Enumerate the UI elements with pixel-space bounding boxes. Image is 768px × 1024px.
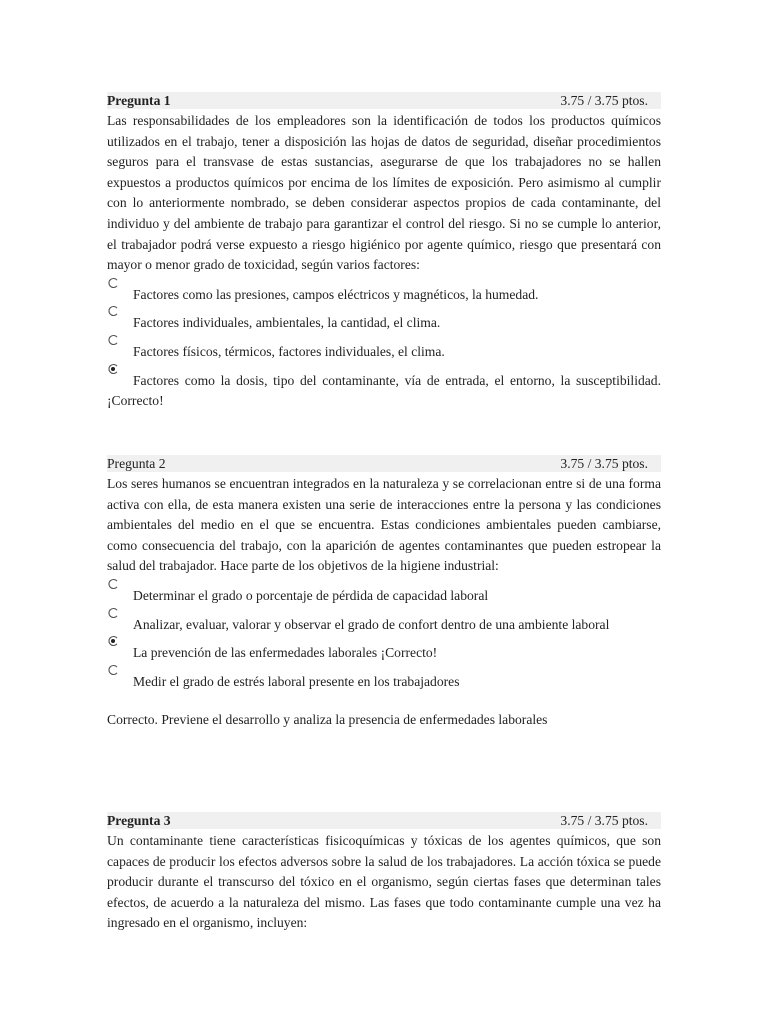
radio-unselected-icon[interactable] xyxy=(107,664,119,676)
answer-label: Determinar el grado o porcentaje de pérdida de capacidad laboral xyxy=(133,587,489,603)
question-text: Un contaminante tiene características fisicoquímicas y tóxicas de los agentes químicos, que son capaces de producir los efectos adversos sobre la salud de los trabajadores. La acción tóxica se puede producir durante el transcurso del tóxico en el organismo, según ciertas fases que determinan tales efectos, de acuerdo a la naturaleza del mismo. Las fases que todo contaminante cumple una vez ha ingresado en el organismo, incluyen: xyxy=(107,833,661,931)
question-1 xyxy=(107,92,661,412)
answer-feedback: Correcto. Previene el desarrollo y analiza la presencia de enfermedades laborales xyxy=(107,712,548,728)
answer-option[interactable] xyxy=(107,285,661,306)
answer-label: Factores como las presiones, campos eléctricos y magnéticos, la humedad. xyxy=(133,286,539,302)
question-text: Los seres humanos se encuentran integrados en la naturaleza y se correlacionan entre si de una forma activa con ella, de esta manera existen una serie de interacciones entre la persona y las condiciones ambientales del medio en el que se encuentra. Estas condiciones ambientales pueden cambiarse, como consecuencia del trabajo, con la aparición de agentes contaminantes que pueden estropear la salud del trabajador. Hace parte de los objetivos de la higiene industrial: xyxy=(107,476,661,574)
answer-label: Factores físicos, térmicos, factores individuales, el clima. xyxy=(133,343,445,359)
question-2 xyxy=(107,455,661,745)
radio-selected-icon[interactable] xyxy=(107,363,119,375)
answer-label: Medir el grado de estrés laboral presente en los trabajadores xyxy=(133,673,460,689)
answer-option[interactable] xyxy=(107,615,661,636)
radio-unselected-icon[interactable] xyxy=(107,607,119,619)
question-score: 3.75 / 3.75 ptos. xyxy=(560,456,648,471)
question-header xyxy=(107,92,661,109)
answer-label: La prevención de las enfermedades laborales ¡Correcto! xyxy=(133,645,438,661)
radio-unselected-icon[interactable] xyxy=(107,334,119,346)
answer-option-selected[interactable] xyxy=(107,643,661,664)
answer-option-selected[interactable] xyxy=(107,371,661,412)
answer-label: Factores individuales, ambientales, la cantidad, el clima. xyxy=(133,315,441,331)
answer-option[interactable] xyxy=(107,342,661,363)
question-title: Pregunta 3 xyxy=(107,813,171,828)
answer-label: Analizar, evaluar, valorar y observar el grado de confort dentro de una ambiente laboral xyxy=(133,616,610,632)
question-header xyxy=(107,455,661,472)
question-title: Pregunta 2 xyxy=(107,456,166,471)
question-3 xyxy=(107,812,661,934)
answer-option[interactable] xyxy=(107,586,661,607)
answer-label: Factores como la dosis, tipo del contaminante, vía de entrada, el entorno, la susceptibilidad. ¡Correcto! xyxy=(107,372,661,409)
question-score: 3.75 / 3.75 ptos. xyxy=(560,93,648,108)
radio-unselected-icon[interactable] xyxy=(107,305,119,317)
radio-unselected-icon[interactable] xyxy=(107,277,119,289)
radio-unselected-icon[interactable] xyxy=(107,578,119,590)
question-text: Las responsabilidades de los empleadores son la identificación de todos los productos químicos utilizados en el trabajo, tener a disposición las hojas de datos de seguridad, diseñar procedimientos seguros para el transvase de estas sustancias, asegurarse de que los trabajadores no se hallen expuestos a productos químicos por encima de los límites de exposición. Pero asimismo al cumplir con lo anteriormente nombrado, se deben considerar aspectos propios de cada contaminante, del individuo y del ambiente de trabajo para garantizar el control del riesgo. Si no se cumple lo anterior, el trabajador podrá verse expuesto a riesgo higiénico por agente químico, riesgo que presentará con mayor o menor grado de toxicidad, según varios factores: xyxy=(107,113,661,273)
question-title: Pregunta 1 xyxy=(107,93,171,108)
question-score: 3.75 / 3.75 ptos. xyxy=(560,813,648,828)
radio-selected-icon[interactable] xyxy=(107,635,119,647)
answer-option[interactable] xyxy=(107,313,661,334)
answer-option[interactable] xyxy=(107,672,661,693)
question-header xyxy=(107,812,661,829)
